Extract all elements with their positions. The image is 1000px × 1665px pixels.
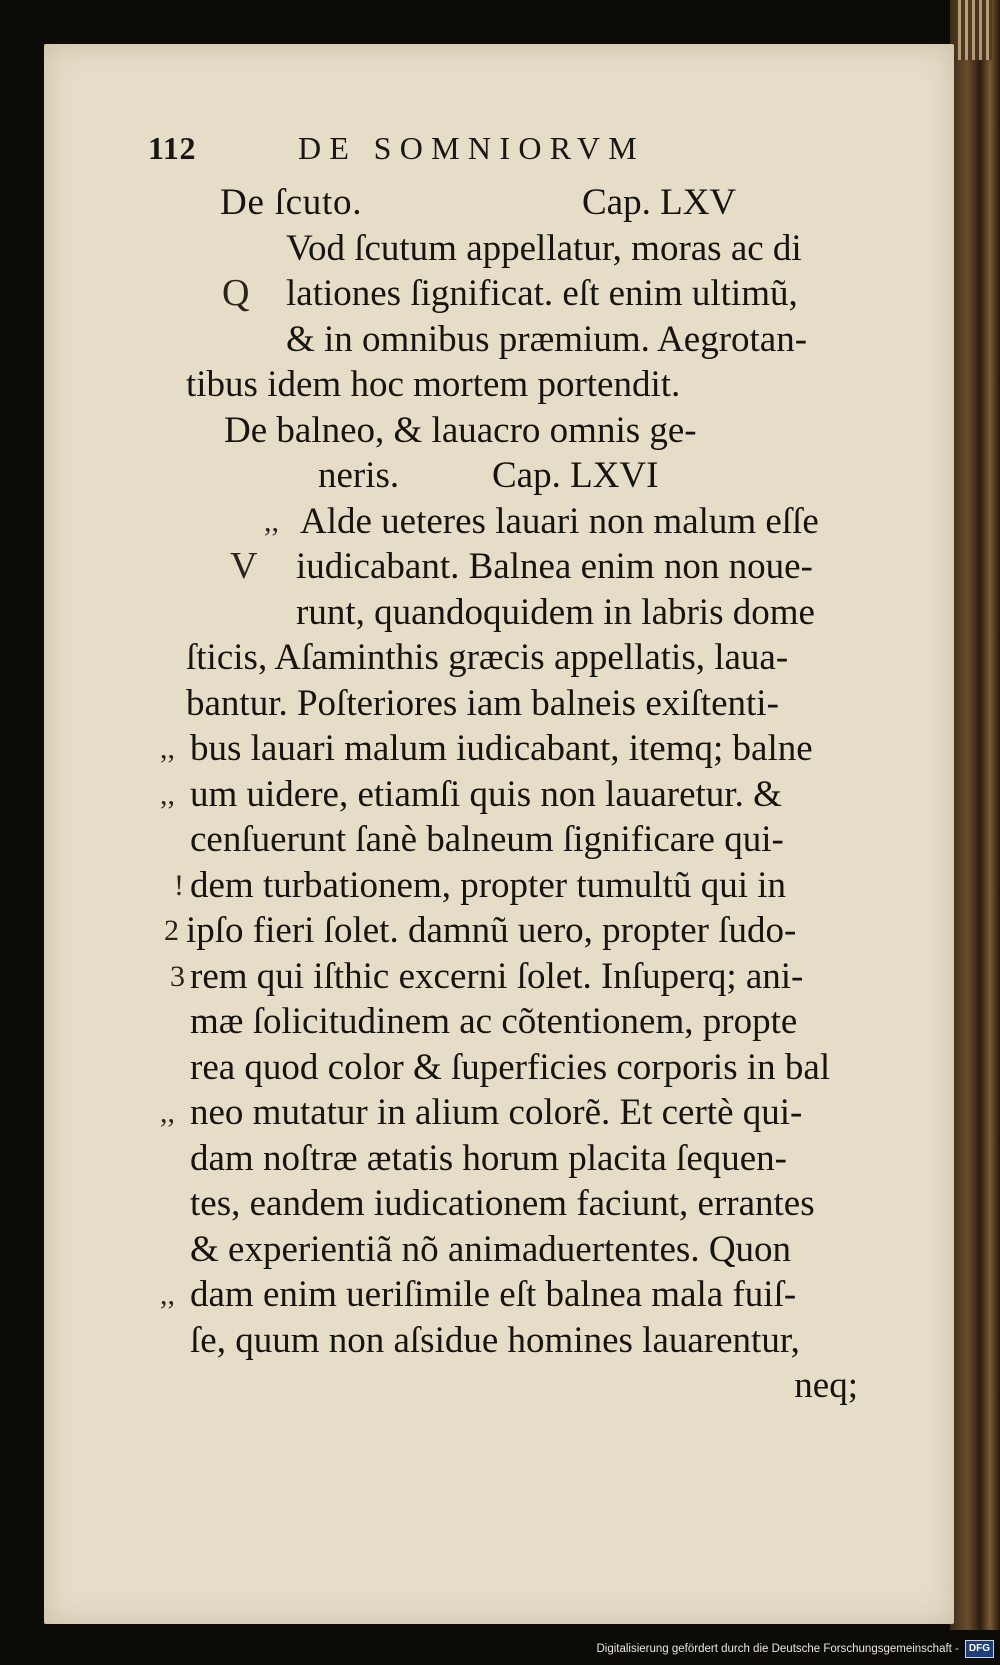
chapter-title-cont: neris. xyxy=(318,455,400,496)
text-line: 2 ipſo fieri ſolet. damnũ uero, propter ſudo- xyxy=(140,908,880,954)
margin-mark: 3 xyxy=(170,959,185,993)
chapter-heading-66-cont xyxy=(140,453,880,499)
text-line: Vod ſcutum appellatur, moras ac di xyxy=(286,227,802,269)
text-line: & experientiã nõ animaduertentes. Quon xyxy=(190,1228,792,1270)
chapter-number: Cap. LXV xyxy=(582,182,737,223)
chapter-heading-65 xyxy=(140,180,880,226)
text-line: ! dem turbationem, propter tumultũ qui in xyxy=(140,863,880,909)
book-spine-edge xyxy=(950,0,1000,1630)
spine-decoration xyxy=(958,0,992,60)
text-line: mæ ſolicitudinem ac cõtentionem, propte xyxy=(190,1001,798,1042)
margin-mark: ! xyxy=(174,868,184,902)
margin-mark: ,, xyxy=(160,732,175,765)
text-line: bantur. Poſteriores iam balneis exiſtenti- xyxy=(186,682,779,724)
text-line: ,, dam enim ueriſimile eſt balnea mala fuiſ- xyxy=(140,1272,880,1318)
text-line: tibus idem hoc mortem portendit. xyxy=(186,364,681,405)
text-line: ,, Alde ueteres lauari non malum eſſe xyxy=(140,499,880,545)
initial-letter: V xyxy=(230,545,258,587)
text-line: runt, quandoquidem in labris dome xyxy=(296,591,815,633)
text-line: 3 rem qui iſthic excerni ſolet. Inſuperq; ani- xyxy=(140,954,880,1000)
chapter-heading-66 xyxy=(140,408,880,454)
catchword-line xyxy=(140,1363,880,1409)
margin-mark: 2 xyxy=(164,914,179,947)
text-line: tes, eandem iudicationem faciunt, errantes xyxy=(190,1183,815,1224)
initial-letter: Q xyxy=(222,272,250,314)
margin-mark: ,, xyxy=(160,1278,175,1311)
digitization-credit xyxy=(596,1637,994,1661)
running-title: DE SOMNIORVM xyxy=(298,130,646,166)
text-line: & in omnibus præmium. Aegrotan- xyxy=(286,318,808,360)
text-line: ,, neo mutatur in alium colorẽ. Et certè qui- xyxy=(140,1090,880,1136)
text-line: ,, um uidere, etiamſi quis non lauaretur. & xyxy=(140,772,880,818)
text-line: ſe, quum non aſsidue homines lauarentur, xyxy=(190,1319,800,1361)
text-line: dam noſtræ ætatis horum placita ſequen- xyxy=(190,1137,788,1179)
margin-mark: ,, xyxy=(160,1096,175,1129)
text-line: ſticis, Aſaminthis græcis appellatis, laua- xyxy=(186,637,789,678)
chapter-number: Cap. LXVI xyxy=(492,455,659,496)
text-line: Q lationes ſignificat. eſt enim ultimũ, xyxy=(140,271,880,317)
chapter-title: De balneo, & lauacro omnis ge- xyxy=(224,409,697,451)
margin-mark: ,, xyxy=(264,504,279,538)
dfg-logo: DFG xyxy=(965,1640,994,1658)
text-line: rea quod color & ſuperficies corporis in bal xyxy=(190,1046,831,1088)
text-block xyxy=(140,180,880,1409)
text-line: ,, bus lauari malum iudicabant, itemq; balne xyxy=(140,726,880,772)
text-line: V iudicabant. Balnea enim non noue- xyxy=(140,544,880,590)
margin-mark: ,, xyxy=(160,777,175,811)
page-number: 112 xyxy=(148,130,197,166)
text-line: cenſuerunt ſanè balneum ſignificare qui- xyxy=(190,819,784,860)
chapter-title: De ſcuto. xyxy=(220,182,363,223)
catchword: neq; xyxy=(794,1365,858,1406)
credit-text: Digitalisierung gefördert durch die Deutsche Forschungsgemeinschaft - xyxy=(596,1643,959,1655)
